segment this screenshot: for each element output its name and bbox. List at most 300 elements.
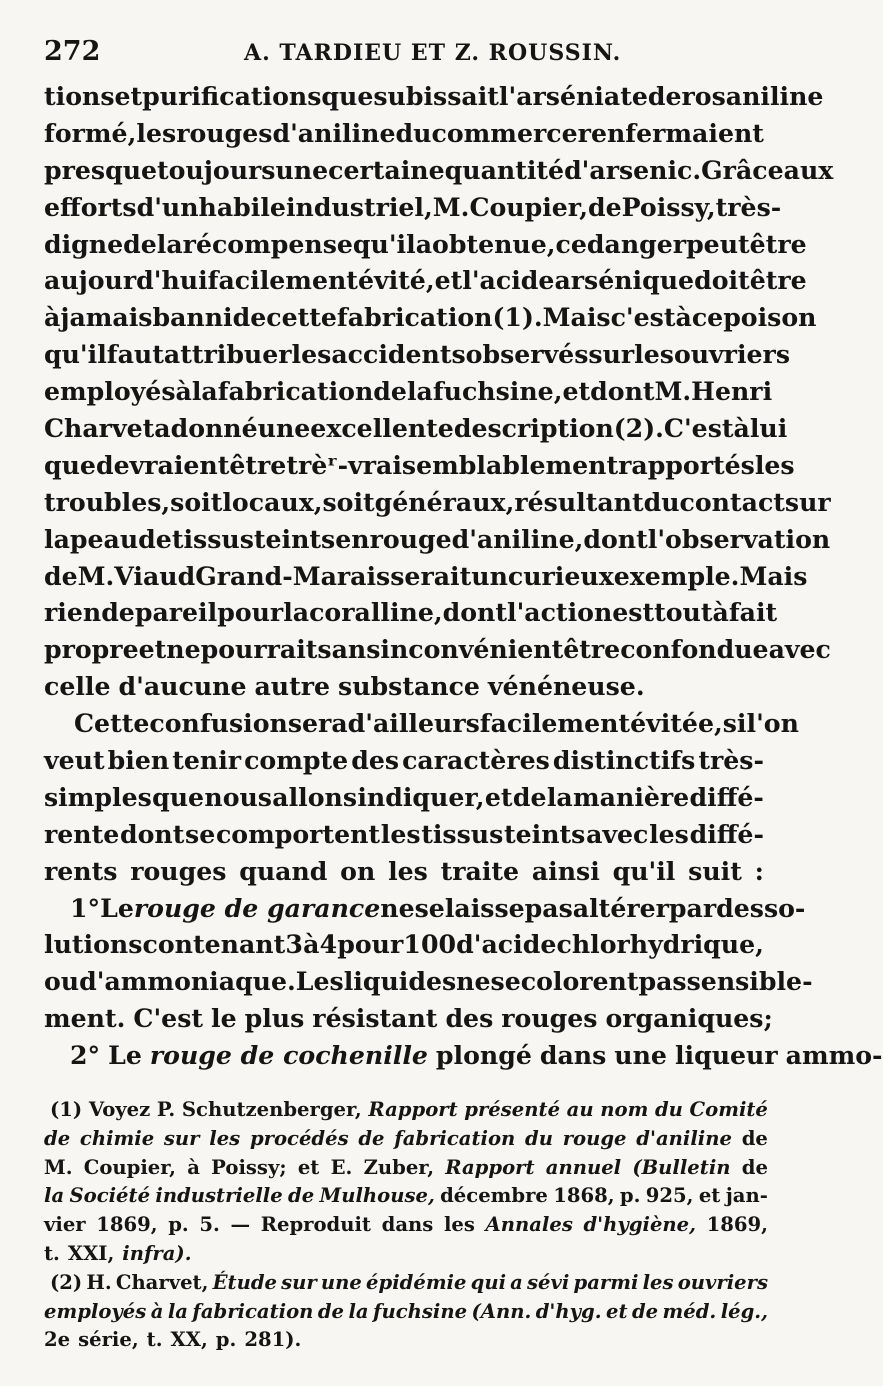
word: c'est: [610, 302, 676, 333]
word: liqueur: [674, 1040, 778, 1071]
word: employés: [44, 376, 176, 407]
word: tissus: [171, 523, 254, 554]
word: rouge: [562, 1126, 627, 1150]
word: à: [175, 376, 192, 407]
word: (1): [50, 1098, 83, 1121]
word: de: [44, 560, 78, 591]
word: compte: [244, 745, 349, 776]
text-line: [44, 853, 764, 890]
text-line: [44, 115, 764, 152]
footnote-line: [44, 1298, 768, 1327]
word: dont: [590, 376, 655, 407]
word: du: [525, 1126, 553, 1150]
word: autre: [254, 671, 331, 702]
word: de: [741, 1126, 768, 1150]
word: être: [229, 449, 287, 480]
word: jan-: [725, 1184, 768, 1208]
text-line: [44, 1037, 883, 1074]
word: aux: [783, 154, 834, 185]
word: à: [712, 597, 729, 628]
word: de: [232, 302, 267, 333]
word: p.: [619, 1184, 641, 1208]
word: que: [152, 781, 205, 812]
word: des: [445, 1003, 494, 1034]
text-line: [44, 779, 764, 816]
word: exemple.: [613, 560, 740, 591]
word: qu'il: [352, 228, 416, 259]
word: être: [749, 228, 807, 259]
word: pour: [217, 597, 284, 628]
word: pareil: [134, 597, 218, 628]
word: d'arsenic.: [564, 154, 702, 185]
word: a: [510, 1270, 523, 1294]
word: chlorhydrique,: [556, 929, 764, 960]
footnote-line: [44, 1096, 768, 1125]
word: du: [643, 486, 680, 517]
word: M.: [654, 376, 692, 407]
word: Henri: [691, 376, 773, 407]
word: très-: [715, 191, 782, 222]
word: excellente: [310, 413, 454, 444]
word: obtenue,: [432, 228, 556, 259]
word: décembre: [440, 1184, 548, 1208]
text-line: [44, 78, 824, 115]
word: procédés: [249, 1126, 349, 1150]
word: par: [668, 892, 717, 923]
word: rapportés: [618, 449, 755, 480]
word: tions: [44, 81, 115, 111]
word: fabrication: [217, 376, 374, 407]
footnote-line: [44, 1240, 768, 1269]
word: qu'il: [612, 855, 676, 886]
word: Rapport: [368, 1098, 458, 1121]
word: sensible-: [686, 966, 813, 997]
word: rouge de garance: [133, 892, 381, 923]
word: une: [320, 1270, 362, 1294]
word: faut: [106, 339, 164, 370]
text-line: [44, 890, 806, 927]
footnote-line: [44, 1269, 768, 1298]
word: Le: [100, 892, 134, 923]
word: l'arséniate: [498, 81, 648, 111]
word: (Ann.: [471, 1299, 532, 1323]
word: Poissy,: [621, 191, 716, 222]
text-line: [44, 816, 764, 853]
word: être: [563, 634, 621, 665]
word: nous: [204, 781, 272, 812]
word: pourrait: [200, 634, 318, 665]
word: dont: [442, 597, 507, 628]
word: se: [414, 892, 445, 923]
word: de: [101, 597, 135, 628]
word: observés: [465, 339, 589, 370]
word: la: [546, 781, 573, 812]
word: vénéneuse.: [487, 671, 645, 702]
word: banni: [152, 302, 233, 333]
word: ne: [166, 634, 201, 665]
word: que: [321, 81, 374, 111]
word: devraient: [95, 449, 230, 480]
word: rosaniline: [681, 81, 824, 111]
word: et: [698, 1184, 721, 1208]
word: lutions: [44, 929, 143, 960]
running-head: A. TARDIEU ET Z. ROUSSIN.: [244, 40, 622, 66]
word: une: [257, 413, 311, 444]
word: Grand-Marais: [195, 560, 391, 591]
word: sur: [281, 1270, 317, 1294]
word: à: [150, 1299, 164, 1323]
word: ment.: [44, 1003, 126, 1034]
word: t.: [146, 1328, 163, 1352]
footnote-line: [44, 1125, 768, 1154]
footnote-line: [44, 1326, 768, 1355]
word: lui: [749, 413, 788, 444]
word: attribuer: [163, 339, 292, 370]
word: bien: [107, 745, 170, 776]
word: H.: [86, 1270, 112, 1294]
word: sera: [287, 708, 348, 739]
word: l'action: [507, 597, 613, 628]
word: altérer: [572, 892, 669, 923]
word: parmi: [573, 1270, 639, 1294]
word: les: [754, 449, 795, 480]
word: C'est: [663, 413, 734, 444]
word: du: [395, 117, 432, 148]
word: quand: [239, 855, 328, 886]
word: sur: [784, 486, 831, 517]
word: les: [642, 1270, 674, 1294]
word: (Bulletin: [632, 1155, 731, 1179]
word: tissus: [421, 818, 504, 849]
word: d'aucune: [118, 671, 247, 702]
word: troubles,: [44, 486, 171, 517]
word: coralline,: [309, 597, 443, 628]
word: la: [191, 376, 218, 407]
word: rouge: [369, 523, 452, 554]
word: ce: [691, 302, 724, 333]
word: de: [631, 1299, 659, 1323]
word: 1°: [70, 892, 101, 923]
word: sans: [317, 634, 381, 665]
word: laisse: [444, 892, 525, 923]
word: annuel: [545, 1155, 622, 1179]
word: locaux,: [222, 486, 323, 517]
word: et: [138, 634, 167, 665]
word: P.: [156, 1098, 176, 1121]
word: d'hygiène,: [583, 1213, 696, 1237]
word: Poissy;: [211, 1155, 287, 1179]
word: est: [612, 597, 655, 628]
word: épidémie: [366, 1270, 467, 1294]
word: celle: [44, 671, 111, 702]
word: Grâce: [701, 154, 784, 185]
word: de: [44, 1126, 71, 1150]
word: des: [351, 745, 400, 776]
text-line: [44, 631, 831, 668]
page-header: [44, 36, 764, 76]
word: présenté: [464, 1098, 561, 1121]
word: 1868,: [553, 1184, 615, 1208]
word: danger: [586, 228, 687, 259]
word: récompense: [182, 228, 353, 259]
word: une: [275, 154, 329, 185]
text-line: [44, 926, 764, 963]
word: d'acide: [456, 929, 557, 960]
word: chimie: [79, 1126, 155, 1150]
word: d'aniline,: [451, 523, 584, 554]
word: (2): [50, 1270, 83, 1294]
word: 2°: [70, 1040, 101, 1071]
word: diffé-: [689, 818, 764, 849]
word: veut: [44, 745, 105, 776]
word: industriel,: [285, 191, 433, 222]
word: comportent: [215, 818, 381, 849]
word: des: [716, 892, 764, 923]
word: que: [44, 449, 96, 480]
word: d'hyg.: [535, 1299, 602, 1323]
text-line: [44, 447, 795, 484]
word: la: [156, 228, 183, 259]
word: la: [406, 376, 433, 407]
word: Schutzenberger,: [181, 1098, 362, 1121]
word: de: [138, 523, 172, 554]
word: peau: [69, 523, 139, 554]
word: a: [154, 413, 171, 444]
word: arsénique: [554, 265, 695, 296]
word: les: [209, 1126, 241, 1150]
word: à: [303, 929, 320, 960]
footnote-line: [44, 1211, 768, 1240]
word: l'on: [746, 708, 799, 739]
word: ne: [380, 892, 415, 923]
word: :: [754, 855, 764, 886]
word: fabrication: [394, 1126, 516, 1150]
word: de: [358, 1126, 385, 1150]
word: poison: [723, 302, 817, 333]
word: 5.: [199, 1213, 220, 1237]
word: curieux: [507, 560, 614, 591]
word: le: [211, 1003, 237, 1034]
text-line: [44, 299, 817, 336]
word: Zuber,: [363, 1155, 435, 1179]
word: employés: [44, 1299, 147, 1323]
word: teints: [253, 523, 336, 554]
word: rouges: [176, 117, 273, 148]
word: commerce: [431, 117, 578, 148]
word: évitée,: [630, 708, 723, 739]
word: de: [741, 1155, 768, 1179]
text-line: [44, 189, 782, 226]
word: lég.,: [720, 1299, 768, 1323]
word: donné: [170, 413, 258, 444]
page-number: 272: [44, 36, 101, 67]
word: de: [647, 81, 682, 111]
word: Mais: [542, 302, 611, 333]
footnote-line: [44, 1182, 768, 1211]
word: quantité: [444, 154, 565, 185]
word: facilement: [207, 265, 358, 296]
word: M.: [77, 560, 115, 591]
word: 100: [403, 929, 456, 960]
word: dont: [583, 523, 648, 554]
text-line: [44, 336, 790, 373]
word: certaine: [328, 154, 445, 185]
word: colorent: [520, 966, 639, 997]
word: Charvet: [44, 413, 155, 444]
word: méd.: [662, 1299, 717, 1323]
text-line: [44, 742, 764, 779]
word: plus: [244, 1003, 305, 1034]
word: Viaud: [114, 560, 196, 591]
word: à: [675, 302, 692, 333]
word: ouvriers: [677, 1270, 768, 1294]
text-line: [44, 410, 788, 447]
word: plongé: [435, 1040, 532, 1071]
word: et: [114, 81, 143, 111]
word: les: [634, 339, 674, 370]
word: p.: [168, 1213, 189, 1237]
word: rente: [44, 818, 120, 849]
word: confusion: [149, 708, 288, 739]
word: renfermaient: [577, 117, 764, 148]
word: doit: [694, 265, 750, 296]
word: et: [484, 781, 513, 812]
word: accidents: [331, 339, 466, 370]
word: inconvénient: [380, 634, 564, 665]
word: habile: [198, 191, 286, 222]
word: p.: [215, 1328, 237, 1352]
word: fait: [728, 597, 778, 628]
word: XX,: [170, 1328, 208, 1352]
word: diffé-: [689, 781, 764, 812]
word: résultant: [514, 486, 644, 517]
word: pour: [337, 929, 404, 960]
word: jamais: [60, 302, 153, 333]
word: se: [490, 966, 521, 997]
word: so-: [763, 892, 806, 923]
word: la: [167, 1299, 188, 1323]
word: teints: [504, 818, 586, 849]
word: efforts: [44, 191, 137, 222]
word: qui: [470, 1270, 507, 1294]
word: Voyez: [88, 1098, 151, 1121]
text-line: [44, 152, 834, 189]
text-line: [44, 558, 808, 595]
word: les: [388, 855, 428, 886]
word: sévi: [527, 1270, 570, 1294]
word: Étude: [212, 1270, 277, 1294]
text-line: [44, 262, 807, 299]
word: organiques;: [605, 1003, 773, 1034]
word: se: [185, 818, 216, 849]
word: d'aniline: [636, 1126, 732, 1150]
word: à: [733, 413, 750, 444]
text-line: [44, 226, 807, 263]
word: Les: [295, 966, 344, 997]
word: si: [722, 708, 747, 739]
word: Mulhouse,: [319, 1184, 435, 1208]
word: tenir: [172, 745, 242, 776]
text-line: [44, 594, 778, 631]
word: d'un: [136, 191, 199, 222]
word: 3: [285, 929, 303, 960]
word: en: [335, 523, 370, 554]
word: traite: [440, 855, 520, 886]
word: purifications: [142, 81, 322, 111]
word: du: [654, 1098, 683, 1121]
word: presque: [44, 154, 158, 185]
word: et: [605, 1299, 628, 1323]
word: simples: [44, 781, 152, 812]
word: contenant: [142, 929, 286, 960]
word: fabrication(1).: [336, 302, 543, 333]
word: d'ailleurs: [347, 708, 480, 739]
word: au: [566, 1098, 594, 1121]
word: l'observation: [647, 523, 831, 554]
word: a: [415, 228, 433, 259]
text-line: [44, 963, 813, 1000]
word: serait: [390, 560, 472, 591]
word: digne: [44, 228, 124, 259]
word: rien: [44, 597, 102, 628]
text-line: [44, 668, 764, 705]
word: Charvet,: [115, 1270, 209, 1294]
word: 1869,: [706, 1213, 768, 1237]
word: de: [123, 228, 157, 259]
word: sur: [588, 339, 635, 370]
word: Coupier,: [469, 191, 589, 222]
word: confondue: [620, 634, 769, 665]
word: 2e: [44, 1328, 71, 1352]
word: évité,: [357, 265, 435, 296]
word: vier: [44, 1213, 86, 1237]
word: Comité: [689, 1098, 768, 1121]
text-line: [44, 373, 773, 410]
word: de: [317, 1299, 345, 1323]
word: suit: [688, 855, 742, 886]
text-line: [44, 521, 831, 558]
word: fuchsine,: [432, 376, 563, 407]
word: rouge de cochenille: [149, 1040, 428, 1071]
word: —: [230, 1213, 251, 1237]
word: un: [471, 560, 508, 591]
word: toujours: [157, 154, 276, 185]
word: une: [614, 1040, 667, 1071]
word: à: [187, 1155, 200, 1179]
word: tout: [654, 597, 713, 628]
word: 281).: [244, 1328, 302, 1352]
word: peut: [686, 228, 750, 259]
word: rents: [44, 855, 118, 886]
word: liquides: [343, 966, 457, 997]
word: cette: [266, 302, 337, 333]
word: XXI,: [67, 1241, 115, 1265]
word: avec: [586, 818, 649, 849]
word: trèʳ-vraisemblablement: [286, 449, 619, 480]
word: contact: [679, 486, 785, 517]
word: pas: [638, 966, 687, 997]
word: infra).: [122, 1241, 192, 1265]
word: on: [340, 855, 376, 886]
word: fuchsine: [373, 1299, 468, 1323]
word: Coupier,: [83, 1155, 176, 1179]
word: propre: [44, 634, 139, 665]
word: série,: [78, 1328, 139, 1352]
word: la: [283, 597, 310, 628]
word: caractères: [402, 745, 550, 776]
word: avec: [768, 634, 831, 665]
word: rouges: [501, 1003, 598, 1034]
